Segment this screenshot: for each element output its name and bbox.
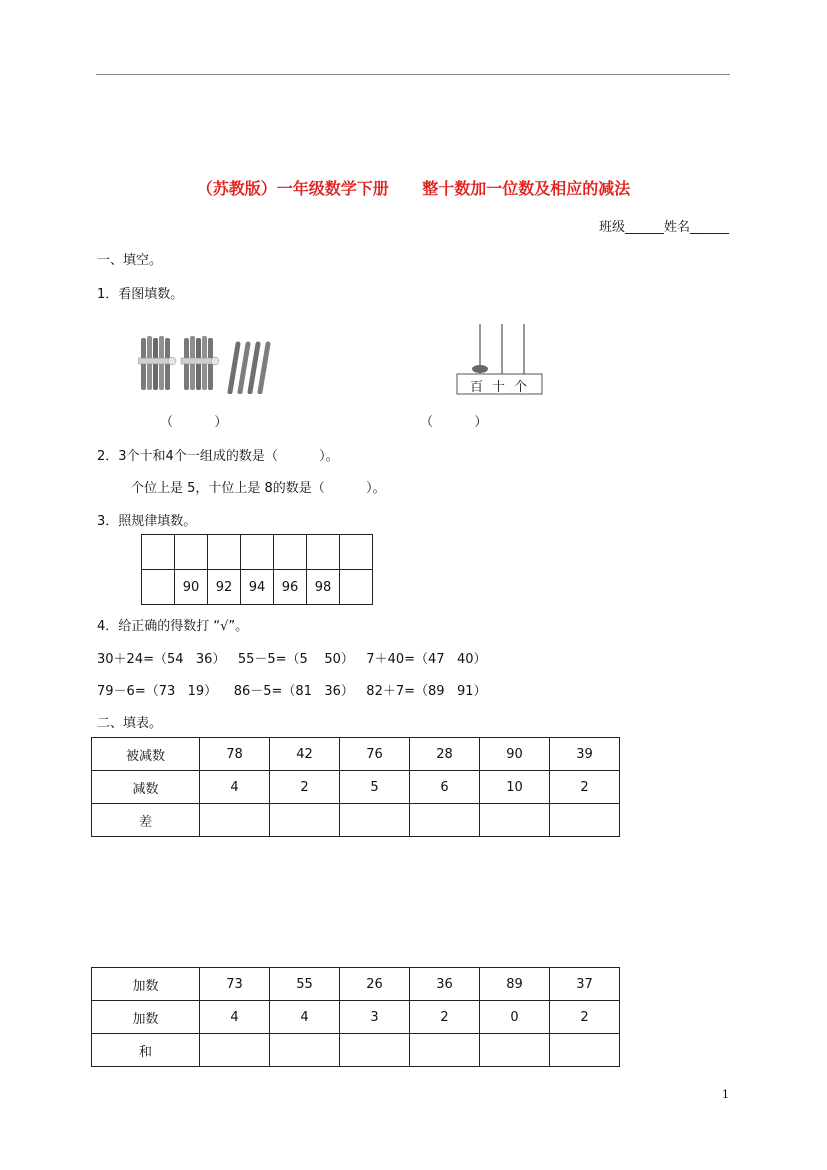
class-name-line: 班级______姓名______: [598, 220, 729, 235]
table-row: [92, 1001, 620, 1034]
answer-cell[interactable]: [480, 804, 550, 837]
bundle-of-ten-1: [138, 336, 176, 390]
answer-cell[interactable]: [550, 1034, 620, 1067]
answer-cell[interactable]: [200, 804, 270, 837]
sequence-cell[interactable]: [208, 535, 241, 570]
sequence-cell[interactable]: [241, 535, 274, 570]
table-cell: 78: [200, 738, 270, 771]
sequence-cell[interactable]: [340, 570, 373, 605]
sequence-table: [141, 534, 373, 605]
sequence-cell[interactable]: [142, 570, 175, 605]
q4-line1: 30＋24=（54 36） 55－5=（5 50） 7＋40=（47 40）: [97, 652, 487, 667]
q4-line2: 79－6=（73 19） 86－5=（81 36） 82＋7=（89 91）: [97, 684, 487, 699]
sequence-cell: 90: [175, 570, 208, 605]
row-header: 减数: [92, 771, 200, 804]
answer-cell[interactable]: [200, 1034, 270, 1067]
table-cell: 2: [270, 771, 340, 804]
table-row: [92, 1034, 620, 1067]
row-header: 和: [92, 1034, 200, 1067]
answer-cell[interactable]: [270, 1034, 340, 1067]
table-row: [92, 968, 620, 1001]
table-cell: 2: [410, 1001, 480, 1034]
q2-line2: 个位上是 5，十位上是 8的数是（ ）。: [131, 481, 386, 496]
sequence-cell: 92: [208, 570, 241, 605]
q3-label: 3．照规律填数。: [97, 514, 197, 529]
table-cell: 6: [410, 771, 480, 804]
sequence-row-bottom: [142, 570, 373, 605]
q1-label: 1．看图填数。: [97, 287, 184, 302]
row-header: 加数: [92, 968, 200, 1001]
table-cell: 39: [550, 738, 620, 771]
table-cell: 4: [200, 771, 270, 804]
row-header: 差: [92, 804, 200, 837]
abacus-label-hundreds: 百: [470, 380, 484, 395]
table-cell: 42: [270, 738, 340, 771]
section2-heading: 二、填表。: [97, 716, 163, 731]
sequence-cell: 98: [307, 570, 340, 605]
table-cell: 2: [550, 771, 620, 804]
row-header: 被减数: [92, 738, 200, 771]
q1-answer-blank-left[interactable]: （ ）: [160, 415, 228, 430]
page-title: （苏教版）一年级数学下册 整十数加一位数及相应的减法: [196, 179, 631, 198]
addition-table: [91, 967, 620, 1067]
answer-cell[interactable]: [270, 804, 340, 837]
q4-label: 4．给正确的得数打 “√”。: [97, 619, 249, 634]
table-cell: 90: [480, 738, 550, 771]
table-row: [92, 804, 620, 837]
single-sticks: [230, 344, 268, 392]
table-cell: 4: [270, 1001, 340, 1034]
abacus-label-ones: 个: [514, 380, 528, 395]
table-cell: 73: [200, 968, 270, 1001]
sequence-cell: 94: [241, 570, 274, 605]
sequence-cell: 96: [274, 570, 307, 605]
table-cell: 37: [550, 968, 620, 1001]
table-cell: 2: [550, 1001, 620, 1034]
answer-cell[interactable]: [550, 804, 620, 837]
bundle-of-ten-2: [181, 336, 219, 390]
sequence-row-top: [142, 535, 373, 570]
answer-cell[interactable]: [480, 1034, 550, 1067]
table-row: [92, 738, 620, 771]
table-cell: 89: [480, 968, 550, 1001]
q1-answer-blank-right[interactable]: （ ）: [420, 415, 488, 430]
q2-line1: 2．3个十和4个一组成的数是（ ）。: [97, 449, 339, 464]
answer-cell[interactable]: [410, 804, 480, 837]
table-cell: 26: [340, 968, 410, 1001]
table-cell: 0: [480, 1001, 550, 1034]
table-cell: 3: [340, 1001, 410, 1034]
table-cell: 4: [200, 1001, 270, 1034]
sequence-cell[interactable]: [274, 535, 307, 570]
header-rule: [96, 74, 730, 75]
stick-bundles-picture: [138, 332, 278, 394]
abacus-label-tens: 十: [492, 380, 506, 395]
page-number: 1: [722, 1088, 729, 1101]
sequence-cell[interactable]: [175, 535, 208, 570]
table-row: [92, 771, 620, 804]
table-cell: 10: [480, 771, 550, 804]
answer-cell[interactable]: [340, 1034, 410, 1067]
table-cell: 28: [410, 738, 480, 771]
sequence-cell[interactable]: [142, 535, 175, 570]
table-cell: 5: [340, 771, 410, 804]
table-cell: 55: [270, 968, 340, 1001]
row-header: 加数: [92, 1001, 200, 1034]
answer-cell[interactable]: [410, 1034, 480, 1067]
sequence-cell[interactable]: [340, 535, 373, 570]
table-cell: 76: [340, 738, 410, 771]
answer-cell[interactable]: [340, 804, 410, 837]
table-cell: 36: [410, 968, 480, 1001]
subtraction-table: [91, 737, 620, 837]
section1-heading: 一、填空。: [97, 253, 163, 268]
sequence-cell[interactable]: [307, 535, 340, 570]
